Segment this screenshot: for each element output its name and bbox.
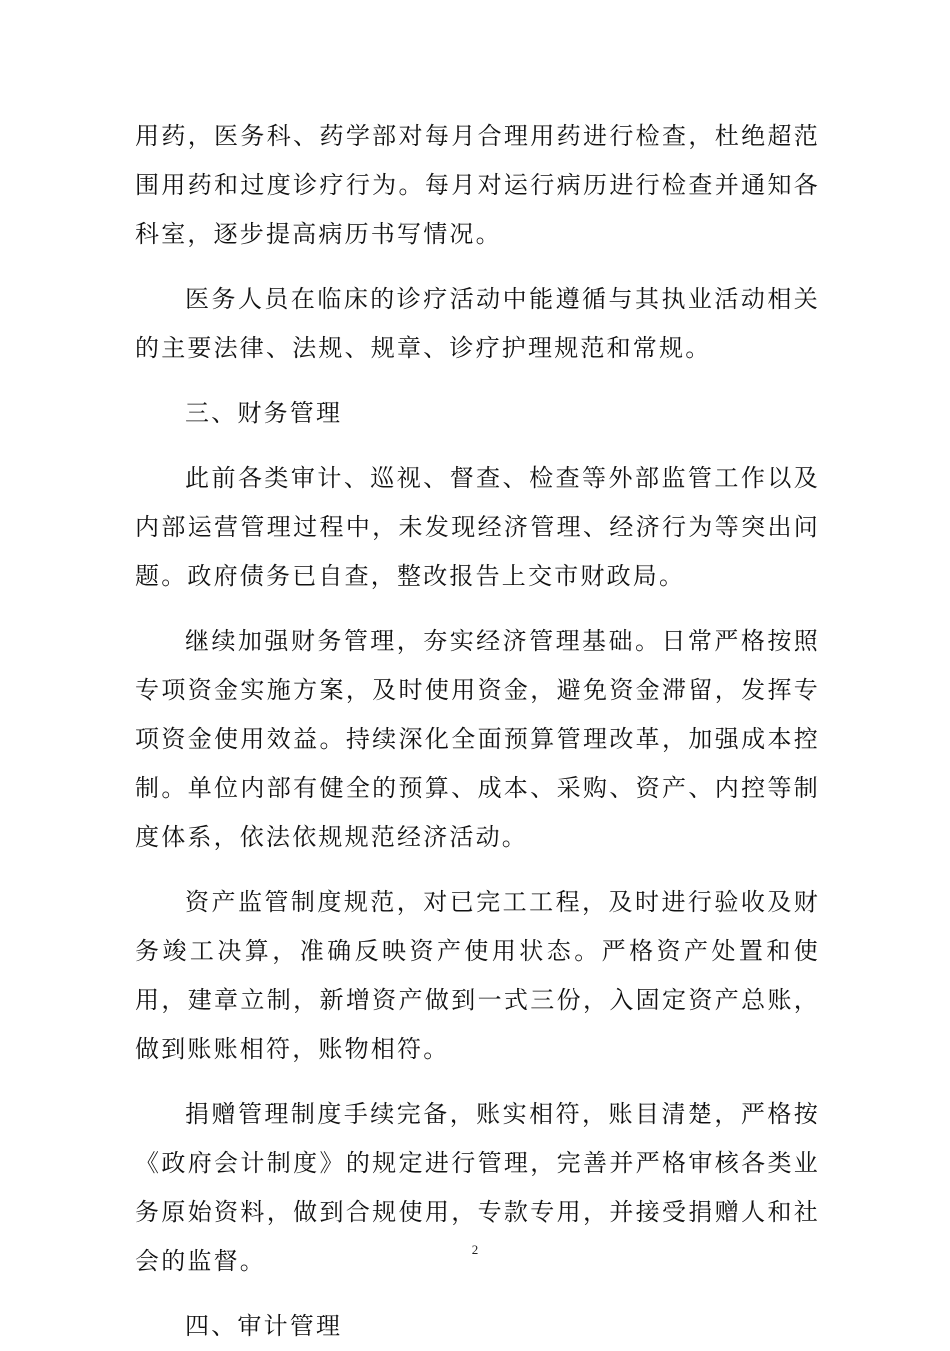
paragraph-donation-management: 捐赠管理制度手续完备，账实相符，账目清楚，严格按《政府会计制度》的规定进行管理，完善并严格审核各类业务原始资料，做到合规使用，专款专用，并接受捐赠人和社会的监督。: [135, 1100, 820, 1275]
section-heading-audit: 四、审计管理: [185, 1312, 343, 1340]
section-heading-finance: 三、财务管理: [185, 399, 343, 427]
paragraph-medication-continued: 用药，医务科、药学部对每月合理用药进行检查，杜绝超范围用药和过度诊疗行为。每月对运行病历进行检查并通知各科室，逐步提高病历书写情况。: [135, 122, 820, 248]
paragraph-compliance: 医务人员在临床的诊疗活动中能遵循与其执业活动相关的主要法律、法规、规章、诊疗护理规范和常规。: [135, 285, 820, 362]
paragraph-asset-supervision: 资产监管制度规范，对已完工工程，及时进行验收及财务竣工决算，准确反映资产使用状态。严格资产处置和使用，建章立制，新增资产做到一式三份，入固定资产总账，做到账账相符，账物相符。: [135, 888, 820, 1063]
paragraph-audit-findings: 此前各类审计、巡视、督查、检查等外部监管工作以及内部运营管理过程中，未发现经济管理、经济行为等突出问题。政府债务已自查，整改报告上交市财政局。: [135, 464, 820, 590]
page-number: 2: [471, 1242, 479, 1257]
paragraph-financial-management: 继续加强财务管理，夯实经济管理基础。日常严格按照专项资金实施方案，及时使用资金，避免资金滞留，发挥专项资金使用效益。持续深化全面预算管理改革，加强成本控制。单位内部有健全的预算、成本、采购、资产、内控等制度体系，依法依规规范经济活动。: [135, 627, 820, 851]
document-body: [135, 112, 820, 1351]
